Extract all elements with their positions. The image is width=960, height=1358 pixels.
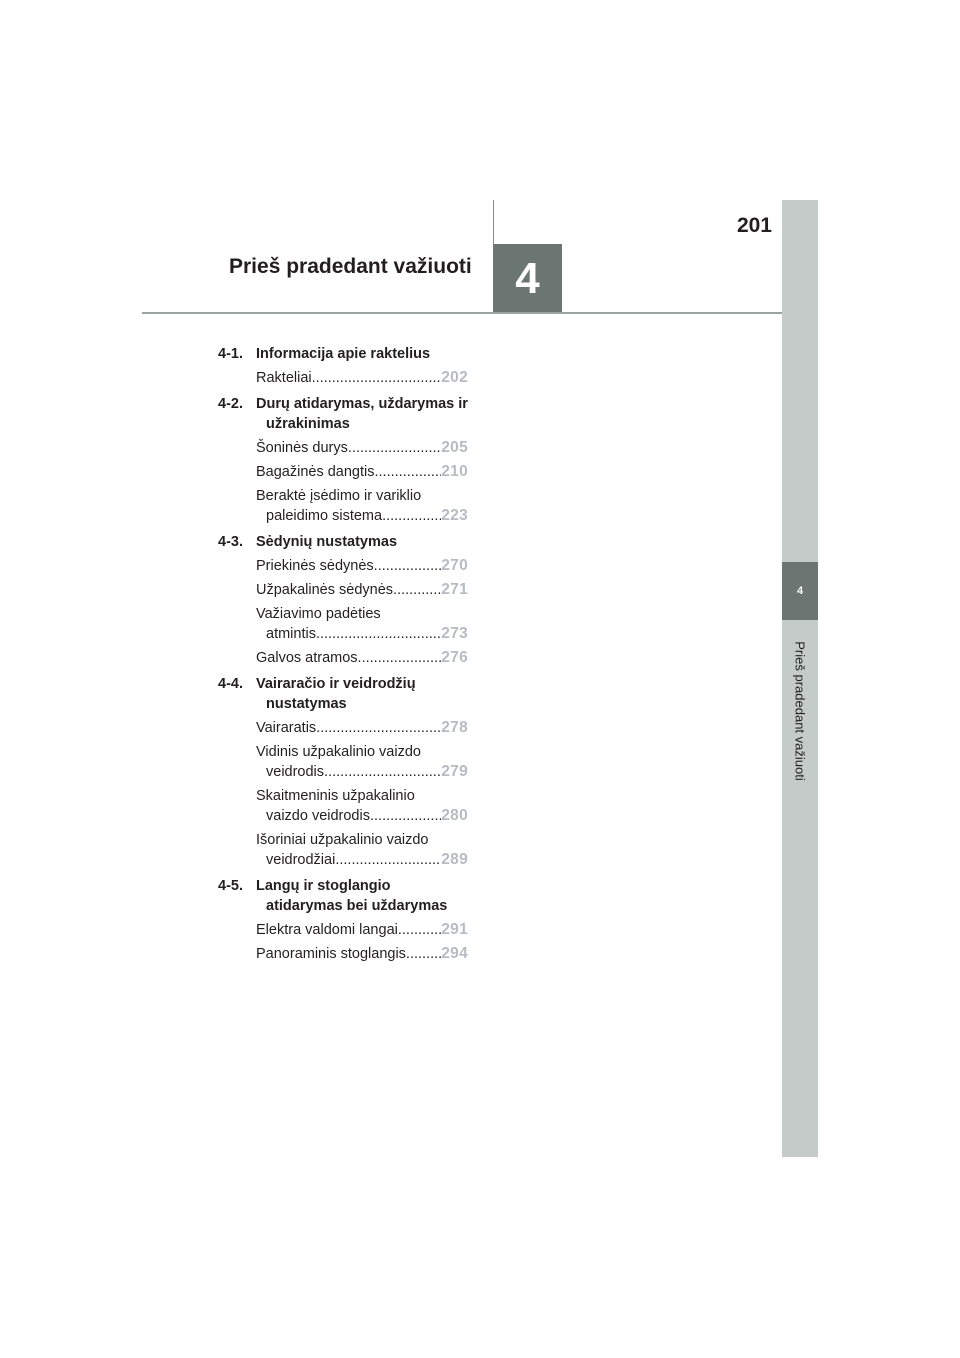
- toc-entry-text: Galvos atramos: [256, 650, 358, 666]
- toc-section-number: 4-1.: [218, 346, 243, 362]
- toc-page-link[interactable]: 271: [441, 581, 468, 598]
- toc-entry-text: Važiavimo padėties: [256, 606, 381, 622]
- table-of-contents: [218, 344, 468, 964]
- chapter-number-box: 4: [493, 244, 562, 313]
- dot-leader: [398, 920, 441, 940]
- toc-entry-text: Beraktė įsėdimo ir variklio: [256, 488, 422, 504]
- toc-entry-text: Bagažinės dangtis: [256, 464, 375, 480]
- toc-section-number: 4-4.: [218, 676, 243, 692]
- toc-section-number: 4-3.: [218, 534, 243, 550]
- toc-entry-text: Panoraminis stoglangis: [256, 946, 406, 962]
- side-index-tab[interactable]: 4: [782, 562, 818, 620]
- toc-page-link[interactable]: 294: [441, 945, 468, 962]
- dot-leader: [375, 462, 442, 482]
- toc-section-title: Vairaračio ir veidrodžių nustatymas: [256, 676, 416, 712]
- toc-entry[interactable]: [256, 648, 468, 668]
- toc-entry-text: Skaitmeninis užpakalinio: [256, 788, 415, 804]
- header-divider-horizontal: [142, 312, 782, 314]
- toc-entry[interactable]: [256, 462, 468, 482]
- toc-entry[interactable]: [256, 718, 468, 738]
- dot-leader: [316, 718, 441, 738]
- dot-leader: [393, 580, 441, 600]
- toc-entry-text: atmintis: [266, 626, 316, 642]
- toc-entry[interactable]: [256, 604, 468, 644]
- toc-entry-text: Elektra valdomi langai: [256, 922, 398, 938]
- toc-section-title: Durų atidarymas, uždarymas ir užrakinimas: [256, 396, 468, 432]
- dot-leader: [406, 944, 441, 964]
- toc-page-link[interactable]: 289: [441, 851, 468, 868]
- dot-leader: [374, 556, 442, 576]
- toc-page-link[interactable]: 279: [441, 763, 468, 780]
- toc-section-heading[interactable]: [218, 876, 468, 916]
- toc-entry-text: Vidinis užpakalinio vaizdo: [256, 744, 421, 760]
- toc-entry-text: Rakteliai: [256, 370, 312, 386]
- toc-page-link[interactable]: 270: [441, 557, 468, 574]
- toc-entry-text: Šoninės durys: [256, 440, 348, 456]
- toc-entry-text: Užpakalinės sėdynės: [256, 582, 394, 598]
- toc-section-heading[interactable]: [218, 674, 468, 714]
- toc-entry[interactable]: [256, 786, 468, 826]
- toc-entry[interactable]: [256, 556, 468, 576]
- dot-leader: [316, 624, 441, 644]
- toc-page-link[interactable]: 205: [441, 439, 468, 456]
- toc-entry[interactable]: [256, 580, 468, 600]
- toc-page-link[interactable]: 273: [441, 625, 468, 642]
- toc-page-link[interactable]: 278: [441, 719, 468, 736]
- toc-entry[interactable]: [256, 742, 468, 782]
- toc-entry-text: Išoriniai užpakalinio vaizdo: [256, 832, 429, 848]
- dot-leader: [358, 648, 442, 668]
- toc-entry[interactable]: [256, 438, 468, 458]
- dot-leader: [312, 368, 442, 388]
- toc-section-heading[interactable]: [218, 532, 468, 552]
- toc-page-link[interactable]: 202: [441, 369, 468, 386]
- toc-section-heading[interactable]: [218, 394, 468, 434]
- toc-section-heading[interactable]: [218, 344, 468, 364]
- toc-entry-text: paleidimo sistema: [266, 508, 383, 524]
- toc-entry-text: vaizdo veidrodis: [266, 808, 370, 824]
- toc-entry-text: Vairaratis: [256, 720, 317, 736]
- toc-entry-text: Priekinės sėdynės: [256, 558, 374, 574]
- header-divider-vertical: [493, 200, 494, 246]
- toc-entry[interactable]: [256, 486, 468, 526]
- chapter-title: Prieš pradedant važiuoti: [229, 255, 472, 278]
- dot-leader: [370, 806, 441, 826]
- toc-page-link[interactable]: 291: [441, 921, 468, 938]
- toc-entry[interactable]: [256, 830, 468, 870]
- toc-entry[interactable]: [256, 944, 468, 964]
- toc-section-number: 4-2.: [218, 396, 243, 412]
- side-index-label: Prieš pradedant važiuoti: [792, 641, 808, 781]
- dot-leader: [335, 850, 441, 870]
- toc-entry-text: veidrodžiai: [266, 852, 336, 868]
- dot-leader: [348, 438, 441, 458]
- toc-section-title: Langų ir stoglangio atidarymas bei uždarymas: [256, 878, 448, 914]
- toc-page-link[interactable]: 280: [441, 807, 468, 824]
- dot-leader: [324, 762, 441, 782]
- toc-entry[interactable]: [256, 368, 468, 388]
- toc-section-number: 4-5.: [218, 878, 243, 894]
- page-number: 201: [736, 214, 772, 237]
- toc-section-title: Informacija apie raktelius: [256, 346, 431, 362]
- toc-entry-text: veidrodis: [266, 764, 325, 780]
- toc-page-link[interactable]: 223: [441, 507, 468, 524]
- toc-entry[interactable]: [256, 920, 468, 940]
- toc-page-link[interactable]: 210: [441, 463, 468, 480]
- toc-page-link[interactable]: 276: [441, 649, 468, 666]
- toc-section-title: Sėdynių nustatymas: [256, 534, 398, 550]
- dot-leader: [382, 506, 441, 526]
